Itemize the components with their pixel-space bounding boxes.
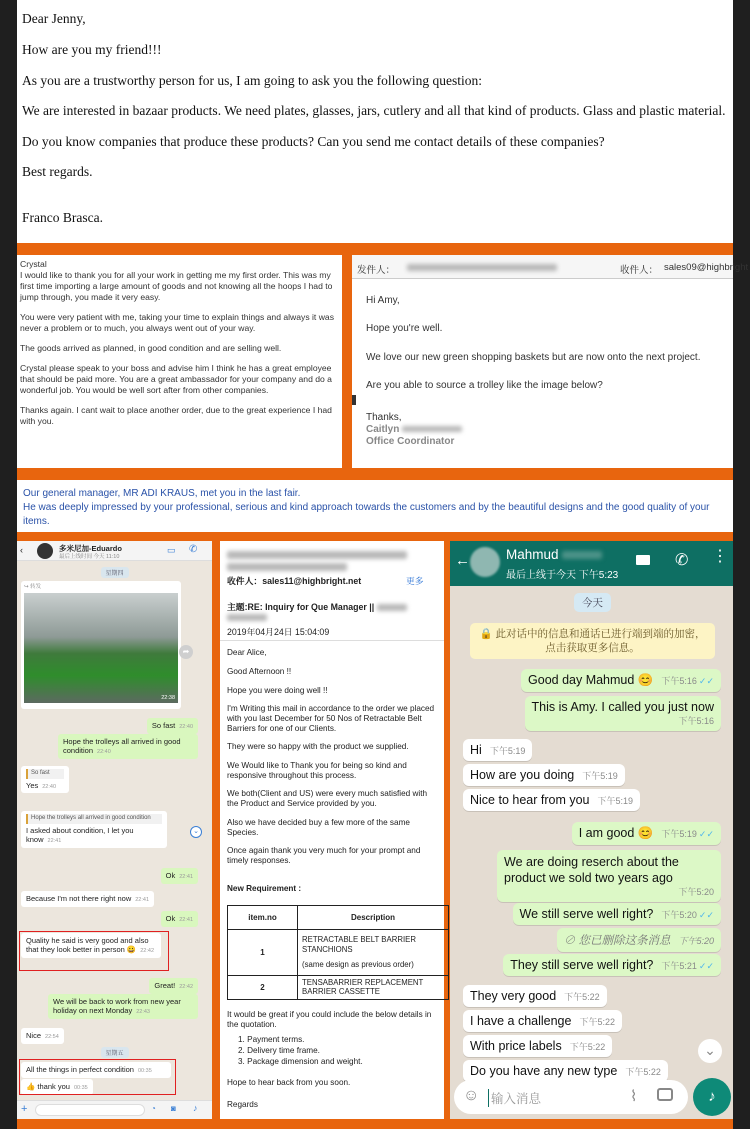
chat-message: Quality he said is very good and also that they look better in person 😀 22:42 [21,933,161,958]
requirement-label: New Requirement : [227,884,302,893]
camera-icon[interactable]: ◙ [171,1104,176,1113]
letter-panel [17,0,733,243]
letter-closing: Best regards. [22,164,93,179]
to-value[interactable]: sales09@highbright [664,262,749,273]
mic-icon[interactable]: ♪ [193,1103,198,1113]
attach-icon[interactable]: ⌇ [630,1088,638,1105]
phone-icon[interactable]: ✆ [189,544,198,555]
letter-line: We are interested in bazaar products. We need plates, glasses, jars, cutlery and all that kind of products. Glass and plastic material. [22,103,726,118]
email-para: Once again thank you very much for your prompt and timely responses. [227,846,421,865]
banner-line: Our general manager, MR ADI KRAUS, met you in the last fair. [23,488,301,499]
chat-message: We will be back to work from new year holiday on next Monday 22:43 [48,994,198,1019]
chat-input[interactable] [35,1104,145,1116]
contact-status: 最后上线于今天 下午5:23 [506,570,619,581]
wa-message: We are doing reserch about the product we sold two years ago 下午5:20 [497,850,721,902]
wa-message: I have a challenge 下午5:22 [463,1010,622,1032]
email-header [352,255,749,279]
banner-panel [17,480,733,532]
email-line: We love our new green shopping baskets but are now onto the next project. [366,352,701,363]
chat-message: Because I'm not there right now 22:41 [21,891,154,907]
chat-message: Ok 22:41 [161,868,198,884]
letter-line: How are you my friend!!! [22,42,162,57]
whatsapp-chat [450,541,733,1119]
email-para: They were so happy with the product we supplied. [227,742,409,751]
back-icon[interactable]: ‹ [20,545,23,555]
date-chip: 今天 [574,593,611,612]
note-name: Crystal [20,259,47,269]
chat-message: All the things in perfect condition 00:35 [21,1062,171,1078]
scroll-handle[interactable] [352,395,356,405]
highlight-box [19,931,169,971]
photo-time: 22:38 [161,695,175,701]
chat-message: Hope the trolleys all arrived in good condition I asked about condition, I let you know 22:41 [21,811,167,848]
plus-icon[interactable]: + [21,1103,28,1115]
chat-message: Nice 22:54 [21,1028,64,1044]
date-chip: 星期四 [100,567,128,578]
video-icon[interactable]: ▭ [167,545,176,555]
wa-message: We still serve well right? 下午5:20 ✓✓ [513,903,721,925]
mic-button[interactable]: ♪ [693,1078,731,1116]
email-para: It would be great if you could include the below details in the quotation. [227,1010,432,1029]
chat-subtitle: 最后上线时间 今天 11:10 [59,554,120,560]
amy-email [352,255,749,468]
wa-message: Good day Mahmud 😊 下午5:16 ✓✓ [521,669,721,692]
camera-icon[interactable] [657,1088,673,1101]
chat-message: Ok 22:41 [161,911,198,927]
wa-message: Do you have any new type 下午5:22 [463,1060,668,1082]
note-para: You were very patient with me, taking your time to explain things and always it was never a problem or to much, you always went out of your way. [20,312,334,333]
phone-icon[interactable]: ✆ [675,552,689,569]
wa-message: They very good 下午5:22 [463,985,607,1007]
letter-line: As you are a trustworthy person for us, I am going to ask you the following question: [22,73,483,88]
email-para: We Would like to Thank you for being so kind and responsive throughout this process. [227,761,407,780]
email-para: We both(Client and US) were every much satisfied with the Product and Service provided by you. [227,789,428,808]
email-line: Hope to hear back from you soon. [227,1078,351,1087]
email-line: Dear Alice, [227,648,267,657]
email-line: Hope you were doing well !! [227,686,328,695]
email-line: Good Afternoon !! [227,667,292,676]
subject-line: 主题:RE: Inquiry for Que Manager || [227,602,407,613]
letter-greeting: Dear Jenny, [22,11,86,26]
email-hi: Hi Amy, [366,295,400,306]
list-item: 3. Package dimension and weight. [238,1057,363,1066]
chat-message: So fast 22:40 [147,718,198,734]
letter-line: Do you know companies that produce these products? Can you send me contact details of these companies? [22,134,605,149]
list-item: 1. Payment terms. [238,1035,305,1044]
menu-icon[interactable]: ⋮ [712,548,728,565]
wa-message: With price labels 下午5:22 [463,1035,612,1057]
encryption-notice[interactable]: 🔒 此对话中的信息和通话已进行端到端的加密，点击获取更多信息。 [470,623,715,659]
wa-message: Hi 下午5:19 [463,739,532,761]
chat-message: 👍 thank you 00:35 [21,1079,93,1095]
wa-header [450,541,733,586]
emoji-icon[interactable]: ☺ [463,1087,480,1104]
banner-line: He was deeply impressed by your professional, serious and kind approach towards the customers and by the beautiful designs and the good quality of your items. [23,502,710,527]
email-thanks: Thanks, [366,412,402,423]
email-line: Regards [227,1100,258,1109]
scroll-down-icon[interactable]: ⌄ [698,1039,722,1063]
crystal-note [17,255,342,468]
wa-message: This is Amy. I called you just now 下午5:16 [525,696,721,731]
wa-message: I am good 😊 下午5:19 ✓✓ [572,822,721,845]
table-row: 2 TENSABARRIER REPLACEMENT BARRIER CASSETTE [228,976,449,1000]
email-datetime: 2019年04月24日 15:04:09 [227,627,330,637]
to-label: 收件人： [620,265,659,276]
chat-header [17,541,212,561]
photo-message[interactable] [21,581,181,709]
email-line: Hope you're well. [366,323,443,334]
chat-eduardo [17,541,212,1119]
back-icon[interactable]: ← [455,552,470,569]
from-label: 发件人： [357,265,396,276]
note-para: Thanks again. I cant wait to place another order, due to the great experience I had with you. [20,405,332,426]
video-icon[interactable] [636,555,650,565]
table-header: Description [298,906,449,930]
wa-message: How are you doing 下午5:19 [463,764,625,786]
redacted-sender [407,264,557,271]
chat-message: So fast Yes 22:40 [21,766,69,793]
message-input-bar [454,1080,688,1114]
email-line: Are you able to source a trolley like the image below? [366,380,603,391]
list-item: 2. Delivery time frame. [238,1046,320,1055]
sticker-icon[interactable]: ◔ [151,1104,156,1113]
email-para: Also we have decided buy a few more of the same Species. [227,818,410,837]
chat-input-bar [17,1100,212,1119]
email-sig-title: Office Coordinator [366,436,455,447]
contact-name[interactable]: Mahmud [506,547,602,562]
letter-signature: Franco Brasca. [22,210,103,225]
wa-deleted-message: ⊘ 您已删除这条消息 下午5:20 [557,928,721,952]
email-sig-name: Caitlyn [366,424,462,435]
trolley-photo [24,593,178,703]
forward-label: ↪ 转发 [24,584,42,590]
share-icon[interactable]: ➦ [179,645,193,659]
chat-message: Great! 22:42 [149,978,198,994]
table-row: 1 RETRACTABLE BELT BARRIER STANCHIONS (same design as previous order) [228,930,449,976]
email-para: I'm Writing this mail in accordance to the order we placed with you last December for 50 Nos of Retractable Belt Barriers for one of our Clients. [227,704,435,733]
note-para: I would like to thank you for all your work in getting me my first order. This was my first time importing a large amount of goods and not knowing all the hoops I had to jump through, you made it very easy. [20,270,333,302]
note-para: Crystal please speak to your boss and advise him I think he has a great employee that should be paid more. You are a great ambassador for your company and do a wonderful job. You would be well sort after from other companies. [20,363,332,395]
wa-message: Nice to hear from you 下午5:19 [463,789,640,811]
note-para: The goods arrived as planned, in good condition and are selling well. [20,343,282,353]
table-header: item.no [228,906,298,930]
avatar[interactable] [37,543,53,559]
alice-email [220,541,444,1119]
chat-title: 多米尼加-Eduardo [59,544,122,553]
wa-message: They still serve well right? 下午5:21 ✓✓ [503,954,721,976]
requirement-table [227,905,449,1000]
divider [220,640,444,641]
avatar[interactable] [470,547,500,577]
highlight-box [19,1059,176,1095]
scroll-down-icon[interactable]: ⌄ [190,826,202,838]
to-line: 收件人：sales11@highbright.net [227,576,362,586]
more-link[interactable]: 更多 [406,576,424,586]
message-input[interactable]: 输入消息 [488,1089,541,1107]
chat-message: Hope the trolleys all arrived in good condition 22:40 [58,734,198,759]
date-chip: 星期五 [100,1047,128,1058]
